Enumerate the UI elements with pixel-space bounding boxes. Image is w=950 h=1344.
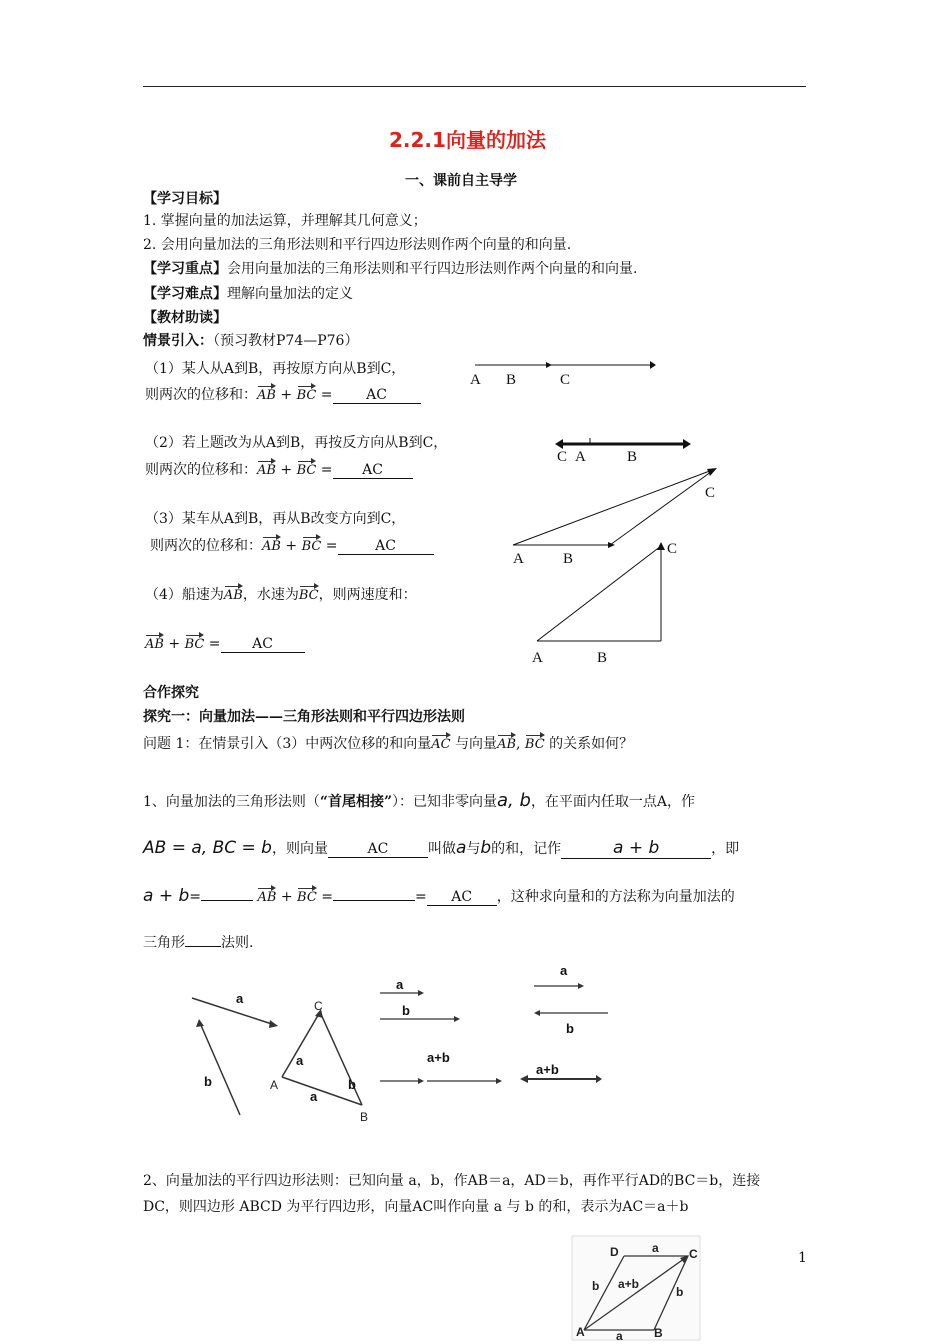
question-4-text: （4）船速为AB，水速为BC，则两速度和： xyxy=(145,584,417,604)
page-number: 1 xyxy=(798,1250,807,1266)
point-B-label: B xyxy=(360,1110,369,1124)
point-C-label: C xyxy=(689,1247,698,1261)
rule-1-line-3: a + b= AB + BC = = AC ，这种求向量和的方法称为向量加法的 xyxy=(143,886,735,906)
blank-answer[interactable]: AC xyxy=(427,889,497,906)
rule-1-line-1: 1、向量加法的三角形法则（“首尾相接”）：已知非零向量a, b，在平面内任取一点A，作 xyxy=(143,790,696,811)
rule-2-line-1: 2、向量加法的平行四边形法则：已知向量 a，b，作AB＝a，AD＝b，再作平行AD的BC＝b，连接 xyxy=(143,1173,761,1189)
vector-b-label: b xyxy=(204,1074,212,1089)
point-A-label: A xyxy=(575,449,586,465)
section-heading: 一、课前自主导学 xyxy=(405,173,517,189)
triangle-rule-diagram xyxy=(180,965,620,1125)
blank-answer[interactable]: AC xyxy=(333,462,413,479)
point-A-label: A xyxy=(470,372,481,388)
figure-velocity-triangle xyxy=(525,538,685,668)
blank-answer[interactable] xyxy=(201,900,253,901)
header-rule xyxy=(143,86,806,87)
blank-answer[interactable]: AC xyxy=(333,387,421,404)
coop-heading: 合作探究 xyxy=(143,685,199,701)
point-C-label: C xyxy=(314,999,323,1013)
point-A-label: A xyxy=(513,551,524,567)
vector-b-label: b xyxy=(592,1279,600,1293)
vector-a-label: a xyxy=(310,1089,318,1104)
reading-heading: 【教材助读】 xyxy=(143,310,227,326)
point-B-label: B xyxy=(506,372,517,388)
explore-1-heading: 探究一：向量加法——三角形法则和平行四边形法则 xyxy=(143,709,465,725)
point-B-label: B xyxy=(654,1326,663,1340)
blank-answer[interactable]: AC xyxy=(328,841,428,858)
vector-a-label: a xyxy=(560,963,568,978)
parallelogram-diagram xyxy=(572,1236,702,1343)
point-C-label: C xyxy=(557,449,568,465)
question-4-answer-line: AB + BC = AC xyxy=(145,633,305,653)
goal-1: 1. 掌握向量的加法运算，并理解其几何意义； xyxy=(143,213,427,229)
point-B-label: B xyxy=(597,650,608,666)
question-3-answer-line: 则两次的位移和：AB + BC = AC xyxy=(150,535,434,555)
blank-answer[interactable] xyxy=(185,946,221,947)
question-3-text: （3）某车从A到B，再从B改变方向到C， xyxy=(145,511,406,527)
rule-1-line-2: AB = a, BC = b，则向量 AC 叫做a与b的和，记作 a + b ，即 xyxy=(143,838,740,858)
blank-answer[interactable]: AC xyxy=(221,636,305,653)
vector-a-label: a xyxy=(296,1053,304,1068)
point-A-label: A xyxy=(270,1078,279,1092)
vector-b-label: b xyxy=(402,1003,410,1018)
vector-sum-label: a+b xyxy=(427,1050,450,1065)
vector-a-label: a xyxy=(616,1329,623,1343)
point-A-label: A xyxy=(576,1325,585,1339)
point-D-label: D xyxy=(610,1245,619,1259)
point-C-label: C xyxy=(667,541,678,557)
point-A-label: A xyxy=(532,650,543,666)
point-B-label: B xyxy=(627,449,638,465)
rule-2-line-2: DC，则四边形 ABCD 为平行四边形，向量AC叫作向量 a 与 b 的和，表示为AC＝a＋b xyxy=(143,1199,689,1215)
blank-answer[interactable] xyxy=(333,900,415,901)
rule-1-line-4: 三角形 法则. xyxy=(143,935,254,951)
difficulty-point: 【学习难点】理解向量加法的定义 xyxy=(143,286,353,302)
problem-1: 问题 1：在情景引入（3）中两次位移的和向量AC 与向量AB, BC 的关系如何？ xyxy=(143,733,633,753)
vector-a-label: a xyxy=(396,977,404,992)
vector-a-label: a xyxy=(652,1241,659,1255)
question-1-text: （1）某人从A到B，再按原方向从B到C， xyxy=(145,361,406,377)
vector-sum-label: a+b xyxy=(536,1062,559,1077)
point-B-label: B xyxy=(563,551,574,567)
goals-heading: 【学习目标】 xyxy=(143,191,227,207)
blank-answer[interactable]: AC xyxy=(338,538,434,555)
figure-same-direction xyxy=(470,355,660,390)
vector-a-label: a xyxy=(236,991,244,1006)
scene-intro: 情景引入：（预习教材P74—P76） xyxy=(143,333,359,349)
question-1-answer-line: 则两次的位移和：AB + BC = AC xyxy=(145,384,421,404)
blank-answer[interactable]: a + b xyxy=(561,838,711,859)
goal-2: 2. 会用向量加法的三角形法则和平行四边形法则作两个向量的和向量. xyxy=(143,237,572,253)
page-title: 2.2.1向量的加法 xyxy=(389,128,546,152)
key-point: 【学习重点】会用向量加法的三角形法则和平行四边形法则作两个向量的和向量. xyxy=(143,261,638,277)
question-2-text: （2）若上题改为从A到B，再按反方向从B到C， xyxy=(145,435,448,451)
point-C-label: C xyxy=(560,372,571,388)
vector-b-label: b xyxy=(566,1021,574,1036)
vector-b-label: b xyxy=(676,1285,684,1299)
vector-sum-label: a+b xyxy=(618,1277,640,1291)
point-C-label: C xyxy=(705,485,716,501)
question-2-answer-line: 则两次的位移和：AB + BC = AC xyxy=(145,459,413,479)
vector-b-label: b xyxy=(348,1077,356,1092)
